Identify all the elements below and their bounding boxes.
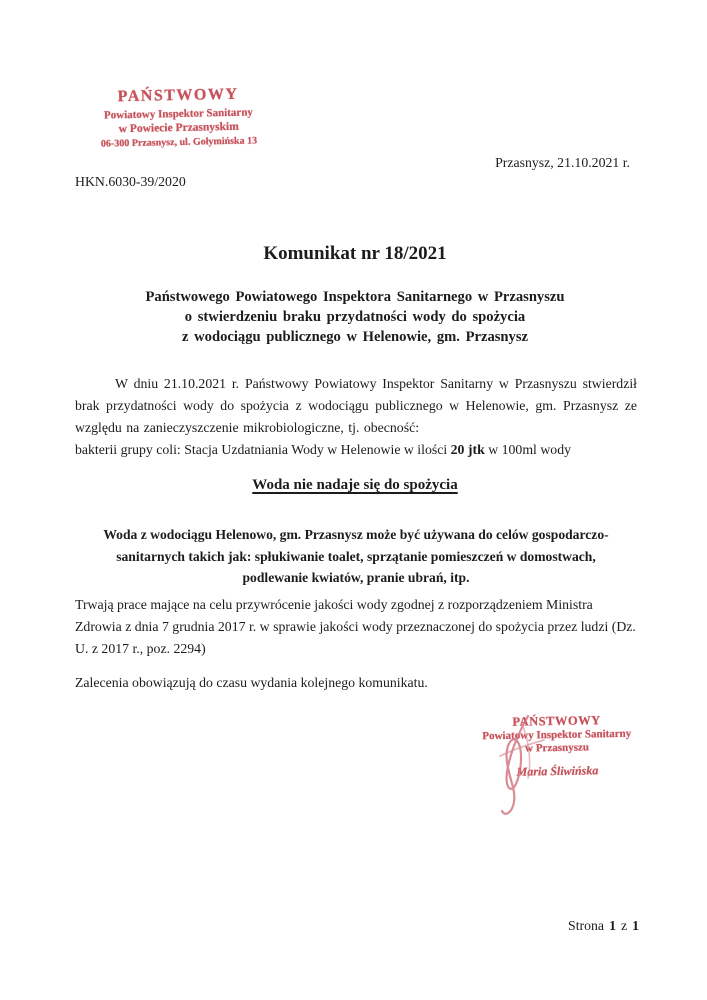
result-post: w 100ml wody — [484, 442, 571, 457]
stamp-top-line1: PAŃSTWOWY — [117, 85, 239, 106]
result-pre: bakterii grupy coli: Stacja Uzdatniania Wody w Helenowie w ilości — [75, 442, 451, 457]
stamp-top-line2: Powiatowy Inspektor Sanitarny — [103, 106, 254, 122]
page-indicator-total: 1 — [632, 918, 639, 933]
result-value: 20 jtk — [450, 442, 485, 457]
stamp-top-line3: w Powiecie Przasnyskim — [118, 120, 239, 136]
place-and-date: Przasnysz, 21.10.2021 r. — [495, 155, 630, 170]
usage-line2: sanitarnych takich jak: spłukiwanie toalet, sprzątanie pomieszczeń w domostwach, — [116, 548, 596, 564]
office-stamp-top — [85, 84, 271, 151]
paragraph-remediation: Trwają prace mające na celu przywrócenie jakości wody zgodnej z rozporządzeniem Ministra Zdrowia z dnia 7 grudnia 2017 r. w sprawie jakości wody przeznaczonej do spożycia przez ludzi (Dz. U. z 2017 r., poz. 2294) — [75, 597, 636, 656]
paragraph-permitted-usage — [70, 524, 642, 589]
usage-line1: Woda z wodociągu Helenowo, gm. Przasnysz może być używana do celów gospodarczo- — [103, 527, 609, 542]
page-indicator-label: Strona — [568, 918, 605, 933]
signatory-name: Maria Śliwińska — [516, 763, 599, 780]
subtitle-line1: Państwowego Powiatowego Inspektora Sanitarnego w Przasnyszu — [145, 289, 565, 305]
stamp-top-line4: 06-300 Przasnysz, ul. Gołymińska 13 — [100, 135, 258, 150]
office-stamp-bottom — [467, 712, 646, 780]
usage-line3: podlewanie kwiatów, pranie ubrań, itp. — [242, 570, 470, 585]
page-indicator-separator: z — [620, 918, 628, 933]
paragraph-findings — [75, 373, 637, 461]
page-indicator — [568, 918, 639, 934]
subtitle-line3: z wodociągu publicznego w Helenowie, gm. Przasnysz — [181, 329, 528, 345]
stamp-bottom-line1: PAŃSTWOWY — [512, 713, 601, 729]
document-subtitle — [60, 287, 650, 347]
document-title: Komunikat nr 18/2021 — [263, 243, 447, 264]
subtitle-line2: o stwierdzeniu braku przydatności wody do spożycia — [184, 309, 526, 325]
findings-result-line — [75, 439, 637, 461]
stamp-bottom-line2: Powiatowy Inspektor Sanitarny — [482, 727, 632, 743]
page-indicator-current: 1 — [609, 918, 616, 933]
stamp-bottom-line3: w Przasnyszu — [524, 741, 590, 755]
findings-text: W dniu 21.10.2021 r. Państwowy Powiatowy Inspektor Sanitarny w Przasnyszu stwierdził brak przydatności wody do spożycia z wodociągu publicznego w Helenowie, gm. Przasnysz ze względu na zanieczyszczenie mikrobiologiczne, tj. obecność: — [75, 376, 637, 435]
warning-heading: Woda nie nadaje się do spożycia — [252, 477, 458, 493]
case-number: HKN.6030-39/2020 — [75, 174, 186, 189]
paragraph-validity: Zalecenia obowiązują do czasu wydania kolejnego komunikatu. — [75, 675, 428, 690]
